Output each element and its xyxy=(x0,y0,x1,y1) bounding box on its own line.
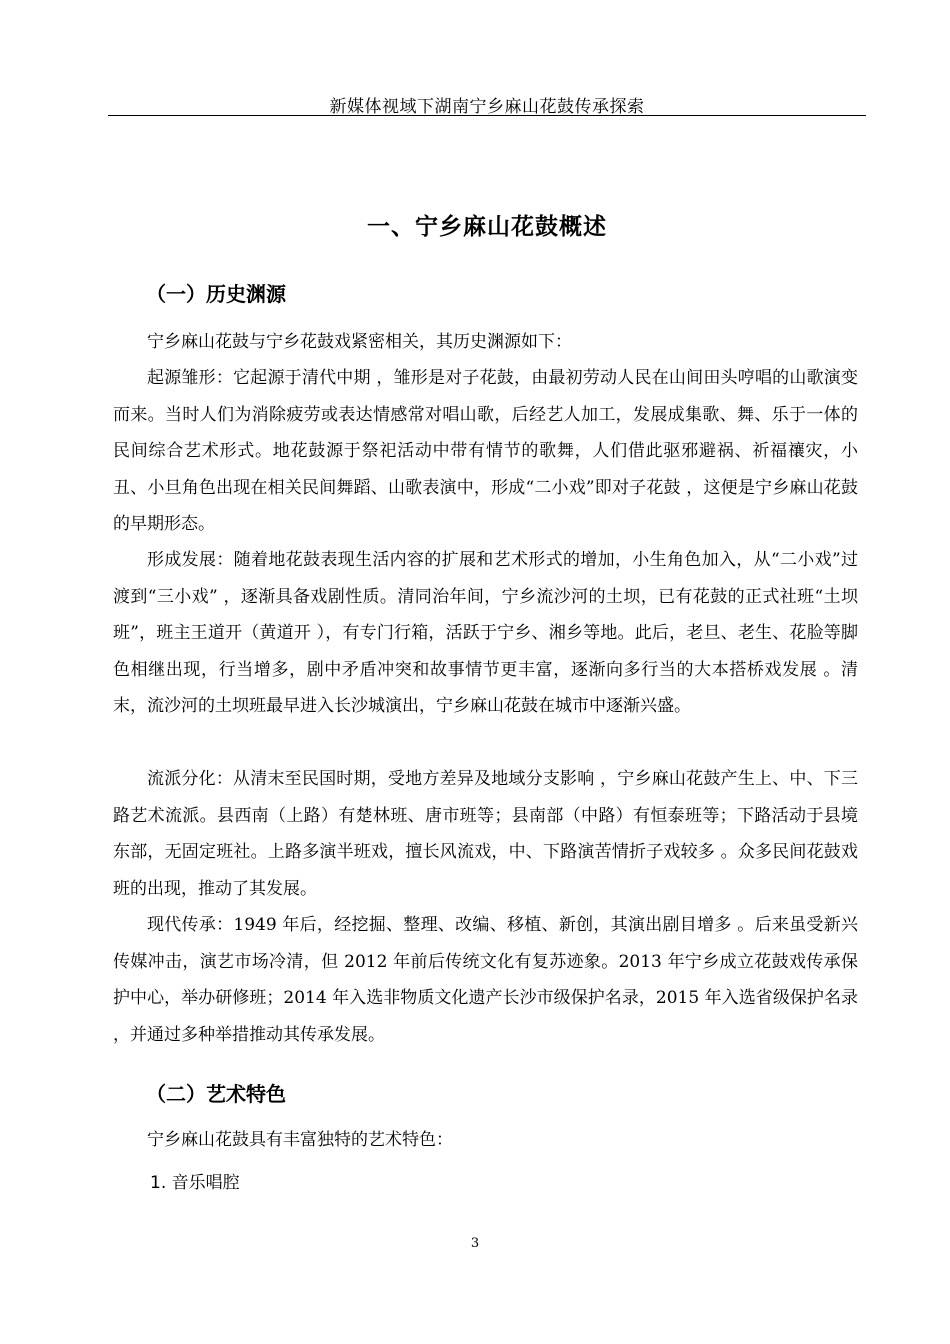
paragraph: 现代传承：1949 年后，经挖掘、整理、改编、移植、新创，其演出剧目增多 。后来虽受新兴传媒冲击，演艺市场冷清，但 2012 年前后传统文化有复苏迹象。2013 年宁乡成立花鼓戏传承保护中心，举办研修班；2014 年入选非物质文化遗产长沙市级保护名录，2015 年入选省级保护名录 ，并通过多种举措推动其传承发展。 xyxy=(113,915,858,1045)
paragraph: 起源雏形：它起源于清代中期 ，雏形是对子花鼓，由最初劳动人民在山间田头哼唱的山歌演变而来。当时人们为消除疲劳或表达情感常对唱山歌，后经艺人加工，发展成集歌、舞、乐于一体的民间综合艺术形式。地花鼓源于祭祀活动中带有情节的歌舞，人们借此驱邪避祸、祈福禳灾，小丑、小旦角色出现在相关民间舞蹈、山歌表演中，形成“二小戏”即对子花鼓 ，这便是宁乡麻山花鼓的早期形态。 xyxy=(113,368,858,534)
section-heading-history: （一）历史渊源 xyxy=(146,282,286,306)
section-heading-art: （二）艺术特色 xyxy=(146,1082,286,1106)
header-rule xyxy=(108,115,866,116)
paragraph: 宁乡麻山花鼓与宁乡花鼓戏紧密相关，其历史渊源如下： xyxy=(147,332,572,352)
paragraph: 形成发展：随着地花鼓表现生活内容的扩展和艺术形式的增加，小生角色加入，从“二小戏”过渡到“三小戏” ，逐渐具备戏剧性质。清同治年间，宁乡流沙河的土坝，已有花鼓的正式社班“土坝班”，班主王道开（黄道开 ），有专门行箱，活跃于宁乡、湘乡等地。此后，老旦、老生、花脸等脚色相继出现，行当增多，剧中矛盾冲突和故事情节更丰富，逐渐向多行当的大本搭桥戏发展 。清末，流沙河的土坝班最早进入长沙城演出，宁乡麻山花鼓在城市中逐渐兴盛。 xyxy=(113,550,858,716)
sub-heading-music: 1. 音乐唱腔 xyxy=(150,1173,240,1193)
running-header: 新媒体视域下湖南宁乡麻山花鼓传承探索 xyxy=(329,97,645,117)
paragraph: 宁乡麻山花鼓具有丰富独特的艺术特色： xyxy=(147,1130,453,1150)
page-number: 3 xyxy=(470,1236,480,1251)
chapter-title: 一、宁乡麻山花鼓概述 xyxy=(367,214,607,240)
paragraph: 流派分化：从清末至民国时期，受地方差异及地域分支影响 ，宁乡麻山花鼓产生上、中、下三路艺术流派。县西南（上路）有楚林班、唐市班等；县南部（中路）有恒泰班等；下路活动于县境东部，无固定班社。上路多演半班戏，擅长风流戏，中、下路演苦情折子戏较多 。众多民间花鼓戏班的出现，推动了其发展。 xyxy=(113,769,858,899)
